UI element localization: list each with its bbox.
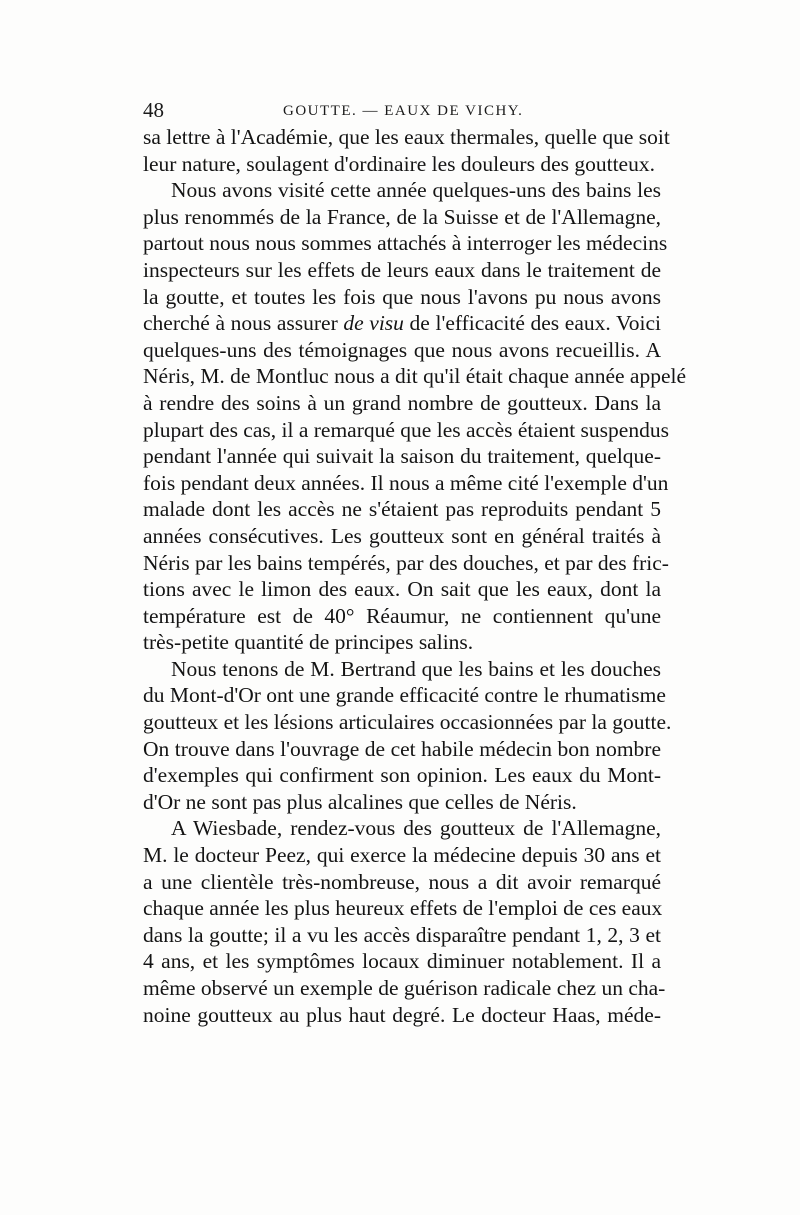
text-line: a une clientèle très-nombreuse, nous a dit avoir remarqué — [143, 869, 661, 894]
paragraph-4 — [143, 815, 666, 1028]
text-line: partout nous nous sommes attachés à interroger les médecins — [143, 231, 668, 256]
text-line: malade dont les accès ne s'étaient pas reproduits pendant 5 — [143, 497, 661, 522]
text-line: M. le docteur Peez, qui exerce la médecine depuis 30 ans et — [143, 843, 661, 868]
text-line: d'exemples qui confirment son opinion. Les eaux du Mont- — [143, 763, 661, 788]
text-line: pendant l'année qui suivait la saison du traitement, quelque- — [143, 444, 661, 469]
text-line: même observé un exemple de guérison radicale chez un cha- — [143, 976, 666, 1000]
page-header — [143, 98, 661, 122]
text-line: On trouve dans l'ouvrage de cet habile médecin bon nombre — [143, 736, 661, 761]
paragraph-3 — [143, 656, 672, 816]
text-line: goutteux et les lésions articulaires occasionnées par la goutte. — [143, 710, 672, 735]
text-run: de l'efficacité des eaux. Voici — [403, 311, 661, 336]
text-line: tions avec le limon des eaux. On sait que les eaux, dont la — [143, 577, 661, 602]
page-number: 48 — [143, 98, 164, 122]
text-line: 4 ans, et les symptômes locaux diminuer notablement. Il a — [143, 949, 661, 974]
text-line: plus renommés de la France, de la Suisse et de l'Allemagne, — [143, 204, 661, 229]
text-line-with-italic — [143, 310, 661, 337]
text-run: cherché à nous assurer — [143, 311, 344, 336]
text-line: température est de 40° Réaumur, ne contiennent qu'une — [143, 603, 661, 628]
text-line: du Mont-d'Or ont une grande efficacité contre le rhumatisme — [143, 683, 666, 708]
text-line: très-petite quantité de principes salins. — [143, 630, 474, 655]
text-line: dans la goutte; il a vu les accès disparaître pendant 1, 2, 3 et — [143, 922, 661, 947]
italic-phrase: de visu — [343, 311, 404, 336]
text-line: inspecteurs sur les effets de leurs eaux dans le traitement de — [143, 257, 661, 282]
paragraph-2 — [143, 177, 687, 656]
text-line: noine goutteux au plus haut degré. Le docteur Haas, méde- — [143, 1002, 661, 1027]
running-title: GOUTTE. — EAUX DE VICHY. — [283, 103, 524, 119]
text-line: plupart des cas, il a remarqué que les accès étaient suspendus — [143, 417, 669, 442]
text-line: quelques-uns des témoignages que nous avons recueillis. A — [143, 337, 661, 362]
body-text — [143, 124, 687, 1028]
text-line: sa lettre à l'Académie, que les eaux thermales, quelle que soit — [143, 125, 670, 149]
text-line: A Wiesbade, rendez-vous des goutteux de l'Allemagne, — [171, 816, 661, 841]
text-line: chaque année les plus heureux effets de l'emploi de ces eaux — [143, 896, 663, 921]
text-line: leur nature, soulagent d'ordinaire les douleurs des goutteux. — [143, 151, 655, 176]
text-line: fois pendant deux années. Il nous a même cité l'exemple d'un — [143, 470, 669, 495]
text-line: d'Or ne sont pas plus alcalines que celles de Néris. — [143, 789, 577, 814]
text-line: Nous avons visité cette année quelques-uns des bains les — [171, 178, 661, 203]
text-line: Néris, M. de Montluc nous a dit qu'il était chaque année appelé — [143, 364, 687, 389]
paragraph-1 — [143, 124, 670, 177]
text-line: la goutte, et toutes les fois que nous l'avons pu nous avons — [143, 284, 661, 309]
text-line: années consécutives. Les goutteux sont en général traités à — [143, 523, 661, 548]
text-line: Nous tenons de M. Bertrand que les bains et les douches — [171, 656, 661, 681]
text-line: Néris par les bains tempérés, par des douches, et par des fric- — [143, 550, 669, 575]
text-line: à rendre des soins à un grand nombre de goutteux. Dans la — [143, 390, 661, 415]
